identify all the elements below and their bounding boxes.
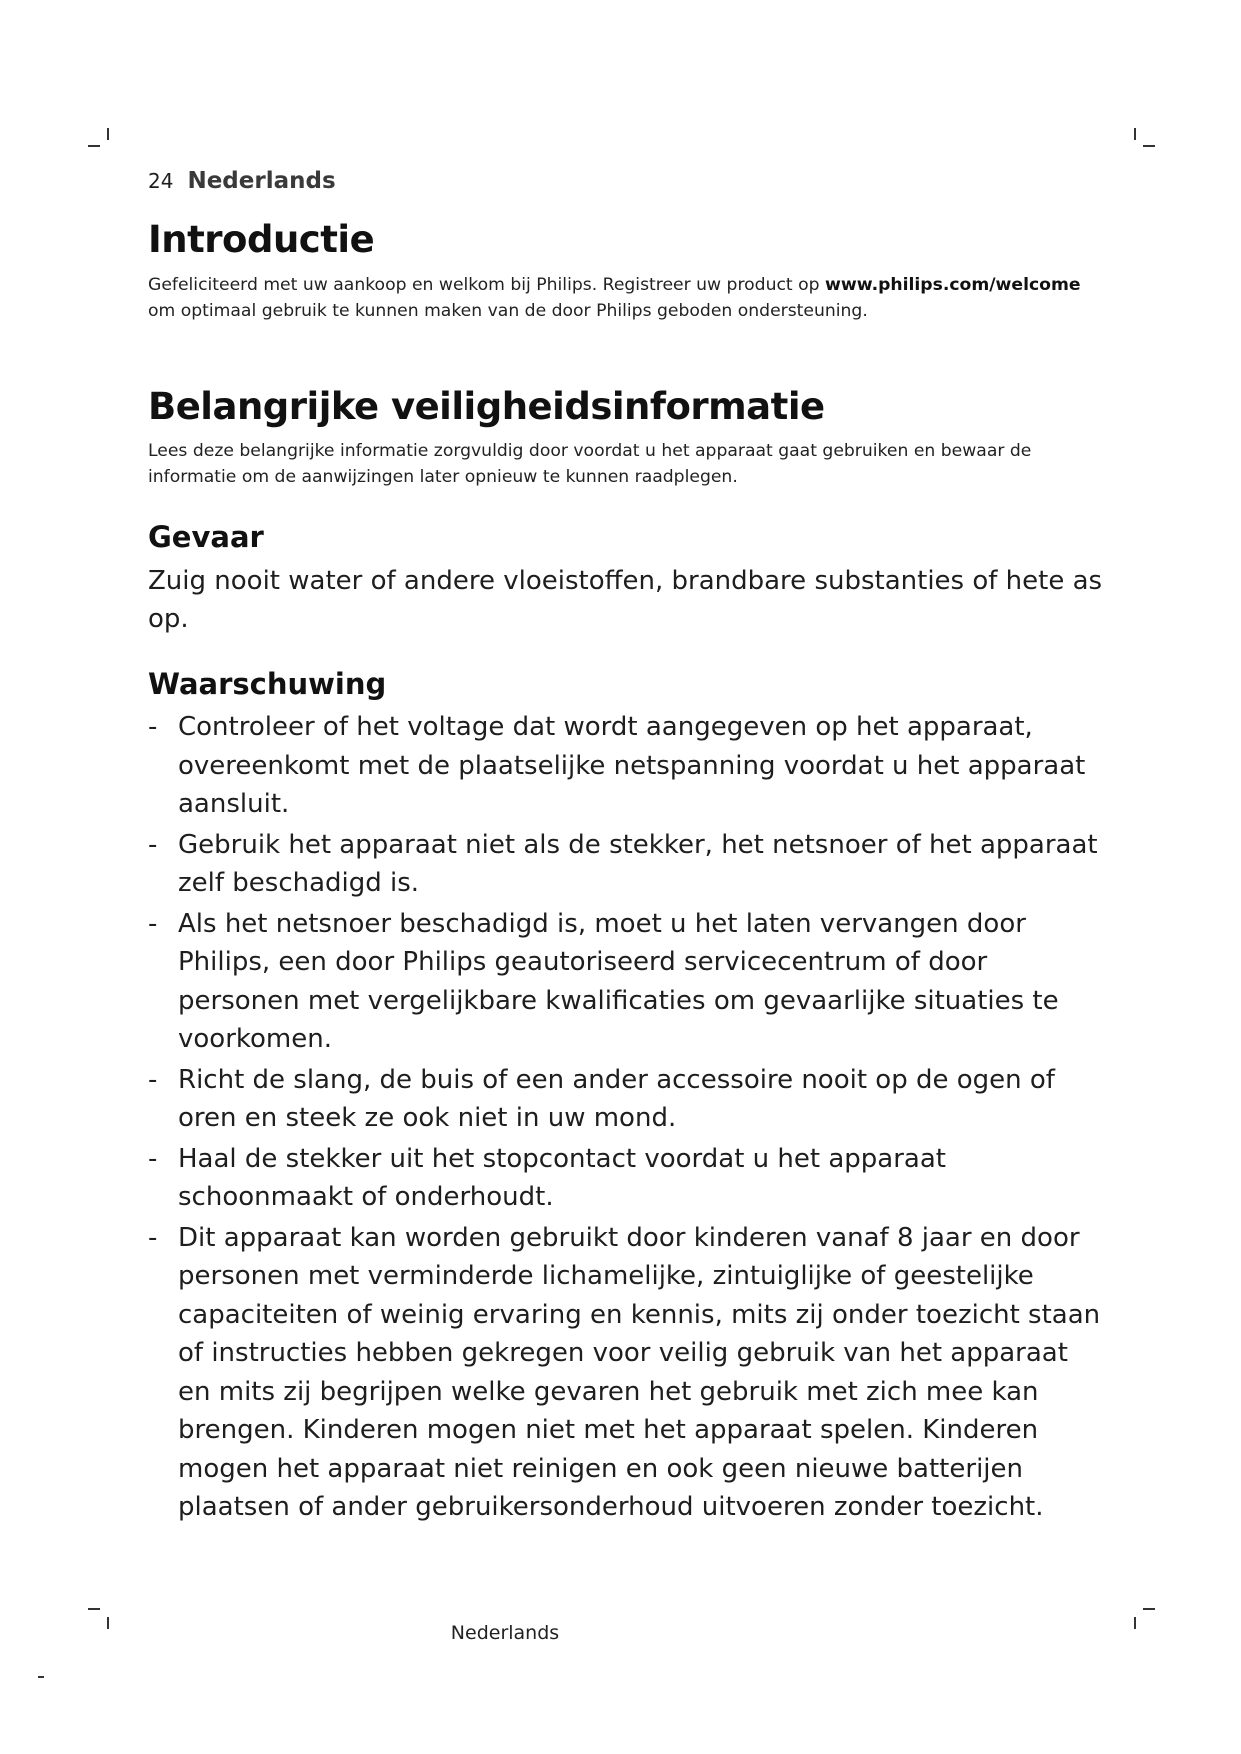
crop-mark-bottom-right-v xyxy=(1134,1617,1136,1629)
intro-link[interactable]: www.philips.com/welcome xyxy=(825,275,1081,295)
dash-bullet: - xyxy=(148,829,158,860)
warning-item xyxy=(148,826,1108,903)
crop-mark-top-right-h xyxy=(1143,145,1155,147)
dash-bullet: - xyxy=(148,1222,158,1253)
crop-mark-corner xyxy=(38,1676,44,1678)
intro-text-before-link: Gefeliciteerd met uw aankoop en welkom bij Philips. Registreer uw product op xyxy=(148,275,826,295)
warning-item-text: Haal de stekker uit het stopcontact voordat u het apparaat schoonmaakt of onderhoudt. xyxy=(178,1143,946,1212)
warning-list xyxy=(148,708,1108,1529)
warning-item-text: Richt de slang, de buis of een ander accessoire nooit op de ogen of oren en steek ze ook niet in uw mond. xyxy=(178,1064,1055,1133)
warning-title: Waarschuwing xyxy=(148,667,387,701)
crop-mark-bottom-left-h xyxy=(88,1608,100,1610)
crop-mark-top-left-h xyxy=(88,145,100,147)
dash-bullet: - xyxy=(148,1064,158,1095)
footer-language: Nederlands xyxy=(450,1622,560,1644)
warning-item-text: Dit apparaat kan worden gebruikt door kinderen vanaf 8 jaar en door personen met verminderde lichamelijke, zintuiglijke of geestelijke capaciteiten of weinig ervaring en kennis, mits zij onder toezicht staan of instructies hebben gekregen voor veilig gebruik van het apparaat en mits zij begrijpen welke gevaren het gebruik met zich mee kan brengen. Kinderen mogen niet met het apparaat spelen. Kinderen mogen het apparaat niet reinigen en ook geen nieuwe batterijen plaatsen of ander gebruikersonderhoud uitvoeren zonder toezicht. xyxy=(178,1222,1101,1522)
warning-item xyxy=(148,1140,1108,1217)
running-header xyxy=(148,168,336,194)
crop-mark-bottom-right-h xyxy=(1143,1608,1155,1610)
safety-title: Belangrijke veiligheidsinformatie xyxy=(148,385,825,428)
intro-text xyxy=(148,272,1108,324)
warning-item-text: Gebruik het apparaat niet als de stekker, het netsnoer of het apparaat zelf beschadigd is. xyxy=(178,829,1098,898)
danger-text: Zuig nooit water of andere vloeistoffen, brandbare substanties of hete as op. xyxy=(148,566,1103,634)
safety-text: Lees deze belangrijke informatie zorgvuldig door voordat u het apparaat gaat gebruiken en bewaar de informatie om de aanwijzingen later opnieuw te kunnen raadplegen. xyxy=(148,441,1032,487)
warning-item-text: Controleer of het voltage dat wordt aangegeven op het apparaat, overeenkomt met de plaatselijke netspanning voordat u het apparaat aansluit. xyxy=(178,712,1086,819)
dash-bullet: - xyxy=(148,712,158,742)
warning-item xyxy=(148,708,1108,824)
dash-bullet: - xyxy=(148,1143,158,1174)
dash-bullet: - xyxy=(148,908,158,939)
intro-title: Introductie xyxy=(148,218,375,261)
header-language: Nederlands xyxy=(187,168,336,194)
warning-item xyxy=(148,1219,1108,1527)
warning-item-text: Als het netsnoer beschadigd is, moet u het laten vervangen door Philips, een door Philips geautoriseerd servicecentrum of door personen met vergelijkbare kwalificaties om gevaarlijke situaties te voorkomen. xyxy=(178,908,1059,1054)
crop-mark-top-right-v xyxy=(1134,128,1136,140)
crop-mark-top-left-v xyxy=(107,128,109,140)
intro-text-after-link: om optimaal gebruik te kunnen maken van de door Philips geboden ondersteuning. xyxy=(148,301,868,321)
danger-title: Gevaar xyxy=(148,520,264,554)
warning-item xyxy=(148,905,1108,1059)
warning-item xyxy=(148,1061,1108,1138)
page-number: 24 xyxy=(148,169,174,193)
